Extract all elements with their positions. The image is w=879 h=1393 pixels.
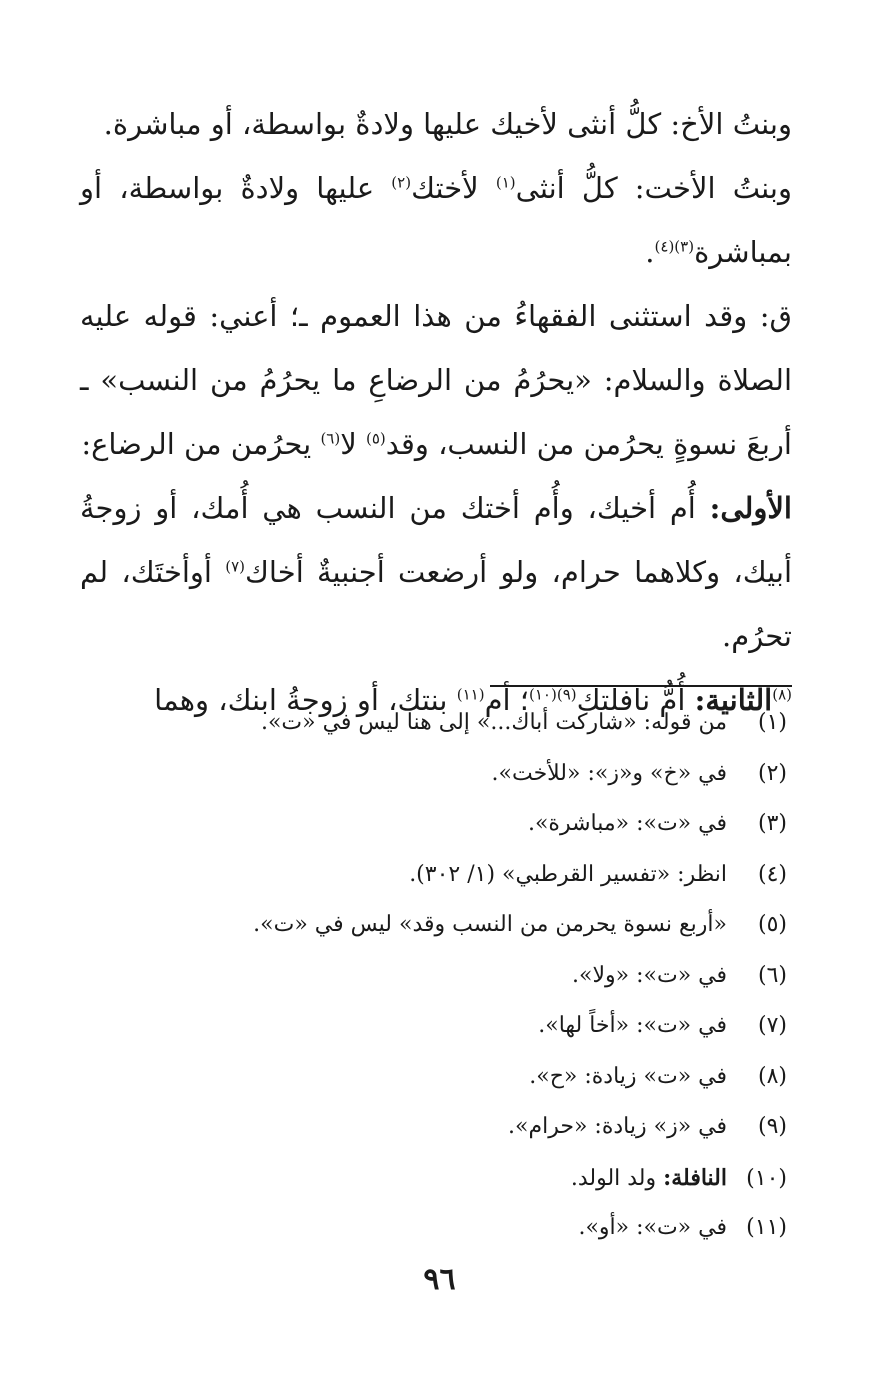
footnote [167, 700, 787, 751]
footnote [167, 1205, 787, 1256]
footnote [167, 902, 787, 953]
footnote [167, 1003, 787, 1054]
footnote-number: (٨) [757, 1063, 787, 1089]
footnote-text: في «ت»: «ولا». [572, 962, 727, 988]
page-number: ٩٦ [423, 1262, 456, 1297]
footnote-text: في «ت»: «مباشرة». [527, 811, 727, 836]
footnote-ref: (٩) [556, 685, 577, 704]
footnote-number: (٣) [757, 811, 787, 836]
footnote [167, 751, 787, 802]
footnote-text: في «ت»: «أو». [578, 1215, 727, 1240]
paragraph-1: وبنتُ الأخ: كلُّ أنثى لأخيك عليها ولادةٌ بواسطة، أو مباشرة. [103, 107, 792, 141]
paragraph-4: الأولى: أُم أخيك، وأُم أختك من النسب هي أُمك، أو زوجةُ أبيك، وكلاهما حرام، ولو أرضعت أجنبيةٌ أخاك$^{(٧)}$ أوأختَك، لم تحرُم. [80, 491, 793, 653]
footnote [167, 1104, 787, 1155]
main-text [80, 92, 792, 732]
footnote-text: في «ز» زيادة: «حرام». [508, 1114, 727, 1139]
footnote [167, 1155, 787, 1206]
section-label: الأولى: [709, 491, 792, 525]
footnote-ref: (١١) [456, 685, 485, 704]
footnote [167, 953, 787, 1004]
footnotes-list [167, 700, 787, 1256]
footnote-term: النافلة: [663, 1164, 727, 1191]
paragraph-5: $^{(٨)}$الثانية: أُمُّ نافلتك$^{(٩)(١٠)}$؛ أم$^{(١١)}$ بنتك، أو زوجةُ ابنك، وهما [154, 683, 792, 717]
footnote-number: (٦) [757, 962, 787, 988]
footnote-text: في «خ» و«ز»: «للأخت». [491, 760, 727, 786]
footnote-number: (١) [757, 710, 787, 735]
footnote-number: (٩) [757, 1114, 787, 1139]
footnote [167, 852, 787, 903]
footnote-separator [490, 685, 792, 687]
footnote-ref: (٥) [365, 429, 386, 448]
footnote-text: انظر: «تفسير القرطبي» (١/ ٣٠٢). [409, 861, 727, 887]
footnote-ref: (١٠) [529, 685, 557, 704]
footnote-text: ولد الولد. [570, 1165, 664, 1191]
paragraph-2: وبنتُ الأخت: كلُّ أنثى$^{(١)}$ لأختك$^{(٢)}$ عليها ولادةٌ بواسطة، أو بمباشرة$^{(٣)(٤)}$. [80, 171, 792, 269]
section-label: الثانية: [694, 683, 773, 717]
footnote-text: في «ت» زيادة: «ح». [529, 1063, 727, 1089]
footnote-ref: (٤) [654, 237, 675, 256]
footnote-number: (١١) [746, 1215, 787, 1240]
footnote-ref: (٨) [772, 685, 792, 704]
footnote-number: (١٠) [746, 1165, 787, 1191]
footnote-ref: (٧) [225, 557, 246, 576]
paragraph-3: ق: وقد استثنى الفقهاءُ من هذا العموم ـ؛ أعني: قوله عليه الصلاة والسلام: «يحرُمُ من الرضاعِ ما يحرُمُ من النسب» ـ أربعَ نسوةٍ يحرُمن من النسب، وقد$^{(٥)}$ لا$^{(٦)}$ يحرُمن من الرضاع: [80, 299, 792, 461]
footnote-number: (٢) [757, 760, 787, 786]
footnote [167, 1054, 787, 1105]
footnote-ref: (١) [495, 173, 516, 192]
footnote-text: من قوله: «شاركت أباك...» إلى هنا ليس في «ت». [260, 710, 727, 735]
footnote-number: (٧) [757, 1013, 787, 1038]
footnote-text: في «ت»: «أخاً لها». [538, 1013, 727, 1038]
footnote-text: «أربع نسوة يحرمن من النسب وقد» ليس في «ت». [253, 912, 727, 937]
footnote-number: (٤) [757, 861, 787, 887]
footnote-ref: (٢) [391, 173, 412, 192]
footnote-ref: (٣) [674, 237, 695, 256]
footnote-number: (٥) [757, 912, 787, 937]
footnote-ref: (٦) [320, 429, 341, 448]
footnote [167, 801, 787, 852]
